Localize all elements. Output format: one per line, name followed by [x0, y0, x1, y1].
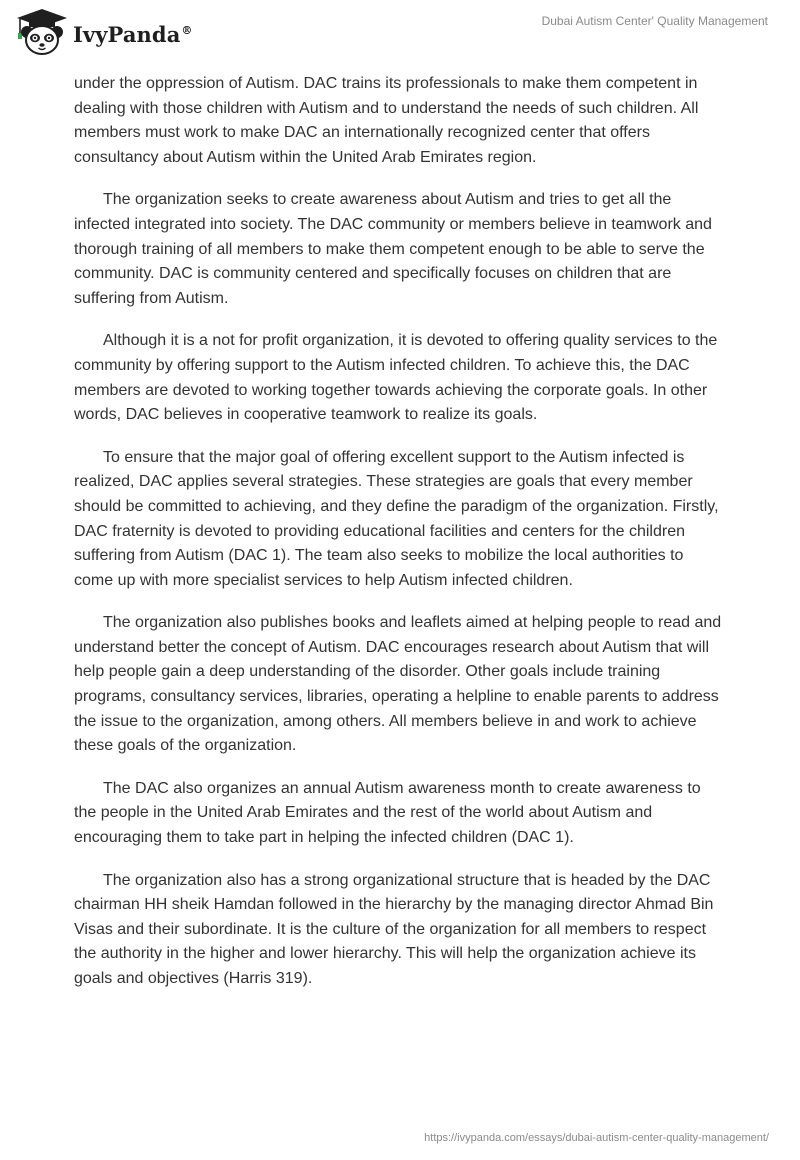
registered-mark: ®	[181, 23, 193, 37]
document-title: Dubai Autism Center' Quality Management	[541, 14, 768, 28]
page-header	[0, 0, 800, 70]
paragraph: The organization also publishes books and leaflets aimed at helping people to read and understand better the concept of Autism. DAC encourages research about Autism that will help people gain a deep understanding of the disorder. Other goals include training programs, consultancy services, libraries, operating a helpline to enable parents to address the issue to the organization, among others. All members believe in and work to achieve these goals of the organization.	[74, 614, 722, 755]
panda-graduate-icon	[14, 8, 70, 56]
paragraph: under the oppression of Autism. DAC trains its professionals to make them competent in dealing with those children with Autism and to understand the needs of such children. All members must work to make DAC an internationally recognized center that offers consultancy about Autism within the United Arab Emirates region.	[74, 75, 699, 166]
paragraph: To ensure that the major goal of offering excellent support to the Autism infected is realized, DAC applies several strategies. These strategies are goals that every member should be committed to achieving, and they define the paradigm of the organization. Firstly, DAC fraternity is devoted to providing educational facilities and centers for the children suffering from Autism (DAC 1). The team also seeks to mobilize the local authorities to come up with more specialist services to help Autism infected children.	[74, 448, 719, 589]
brand-name: IvyPanda®	[73, 21, 193, 47]
source-url-link[interactable]: https://ivypanda.com/essays/dubai-autism-center-quality-management/	[424, 1132, 769, 1144]
paragraph: The DAC also organizes an annual Autism awareness month to create awareness to the people in the United Arab Emirates and the rest of the world about Autism and encouraging them to take part in helping the infected children (DAC 1).	[74, 779, 701, 847]
paragraph: The organization also has a strong organizational structure that is headed by the DAC chairman HH sheik Hamdan followed in the hierarchy by the managing director Ahmad Bin Visas and their subordinate. It is the culture of the organization for all members to respect the authority in the higher and lower hierarchy. This will help the organization achieve its goals and objectives (Harris 319).	[74, 871, 714, 987]
paragraph: The organization seeks to create awareness about Autism and tries to get all the infected integrated into society. The DAC community or members believe in teamwork and thorough training of all members to make them competent enough to be able to serve the community. DAC is community centered and specifically focuses on children that are suffering from Autism.	[74, 191, 712, 307]
paragraph: Although it is a not for profit organization, it is devoted to offering quality services to the community by offering support to the Autism infected children. To achieve this, the DAC members are devoted to working together towards achieving the corporate goals. In other words, DAC believes in cooperative teamwork to realize its goals.	[74, 332, 718, 424]
essay-body	[74, 72, 726, 1010]
ivypanda-logo[interactable]	[14, 8, 193, 56]
